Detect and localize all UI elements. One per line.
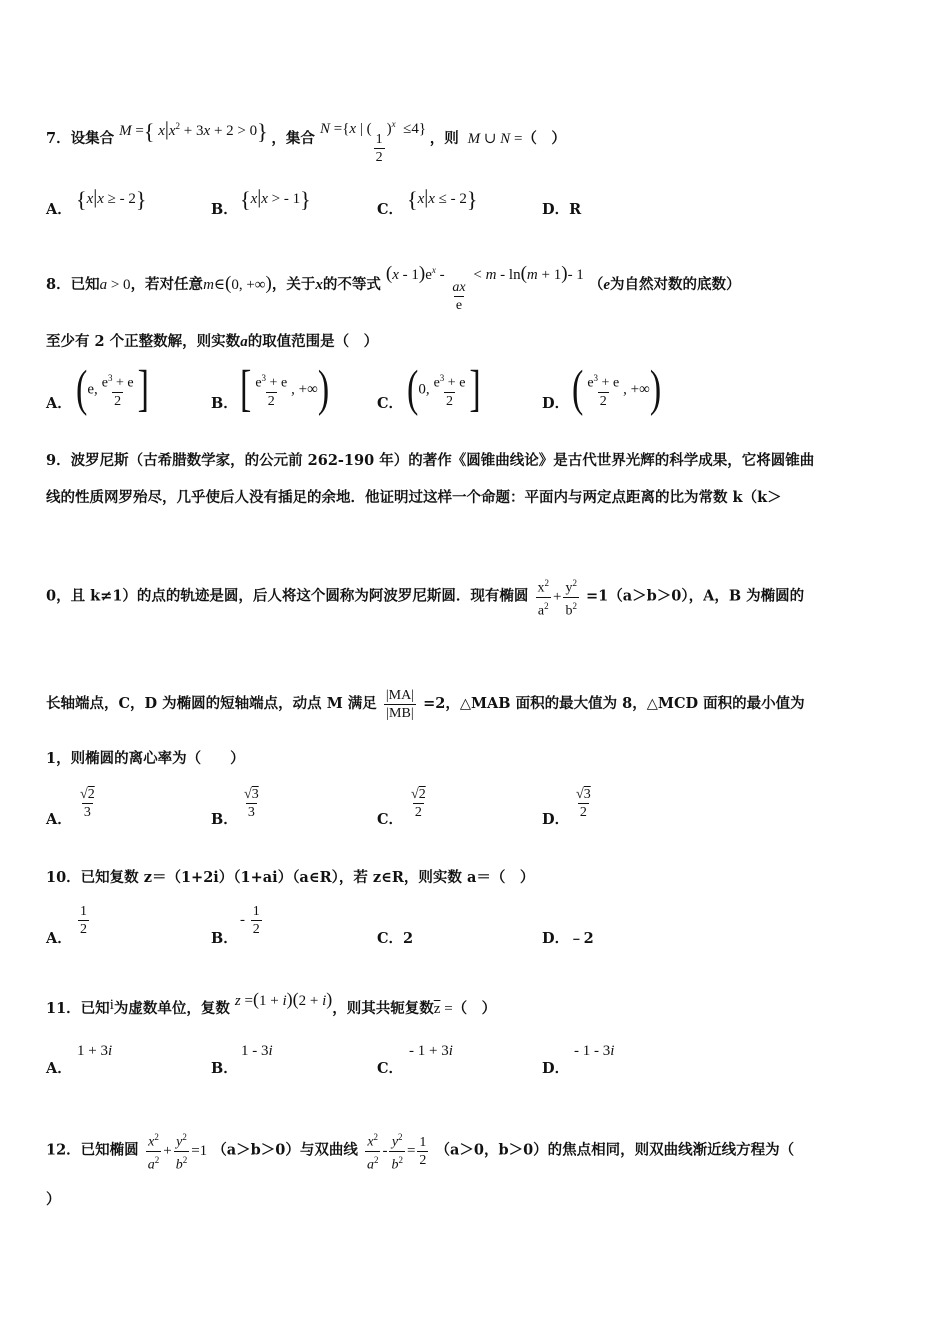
- option-key: B．: [211, 1060, 238, 1077]
- q11-option-d[interactable]: [542, 1057, 569, 1078]
- q10-option-d[interactable]: [542, 927, 594, 948]
- q12-hyperbola: $\frac{x^2}{a^2}$ - $\frac{y^2}{b^2}$ = $\frac{1}{2}$: [366, 1132, 427, 1173]
- q9-option-a-expr: $\frac{√2}{3}$: [80, 787, 95, 820]
- q8-option-a[interactable]: [46, 392, 72, 413]
- option-key: B．: [211, 395, 238, 412]
- q11-expr: z =(1 + i)(2 + i): [234, 989, 333, 1009]
- q10-option-c[interactable]: [377, 927, 413, 948]
- q9-line4-post: =2，△MAB 面积的最大值为 8，△MCD 面积的最小值为: [423, 694, 805, 712]
- option-expr: R: [569, 201, 582, 218]
- option-key: D．: [542, 201, 570, 218]
- option-expr: ﹣2: [569, 930, 594, 947]
- q11-option-b-expr: 1 - 3i: [241, 1043, 273, 1059]
- q9-line3-post: =1（a＞b＞0），A，B 为椭圆的: [586, 587, 805, 605]
- q9-ratio: $\frac{|MA|}{|MB|}$: [385, 688, 415, 721]
- q9-ellipse: $\frac{x^2}{a^2}$ + $\frac{y^2}{b^2}$: [537, 578, 577, 619]
- q7-option-c[interactable]: [377, 198, 403, 219]
- q9-option-b-expr: $\frac{√3}{3}$: [244, 787, 259, 820]
- q11-paren: （ ）: [452, 1000, 497, 1017]
- option-key: C．: [377, 930, 404, 947]
- option-key: A．: [46, 395, 72, 412]
- option-key: D．: [542, 1060, 570, 1077]
- q8-option-c[interactable]: [377, 392, 403, 413]
- q10-option-a[interactable]: [46, 927, 72, 948]
- q11-stem: [46, 989, 497, 1019]
- option-key: C．: [377, 201, 404, 218]
- q11-mid2: ，则其共轭复数: [332, 1000, 434, 1017]
- q8-note-pre: （: [588, 276, 604, 293]
- q11-conj: $\overline{z}$ =: [433, 1001, 453, 1017]
- q8-mid3: 的不等式: [322, 276, 381, 293]
- q9-line4-pre: 长轴端点，C，D 为椭圆的短轴端点，动点 M 满足: [46, 694, 377, 712]
- q11-option-d-expr: - 1 - 3i: [574, 1043, 615, 1059]
- q8-line2-post: 的取值范围是（ ）: [247, 333, 379, 350]
- option-key: C．: [377, 395, 404, 412]
- q9-option-d[interactable]: [542, 808, 569, 829]
- q9-option-b[interactable]: [211, 808, 238, 829]
- q7-mid: ，集合: [271, 130, 315, 147]
- q8-mid1: ，若对任意: [130, 276, 204, 293]
- q9-line4: [46, 687, 805, 722]
- option-key: B．: [211, 201, 238, 218]
- q7-label: 7．设集合: [46, 130, 115, 147]
- q9-line1: 9．波罗尼斯（古希腊数学家，的公元前 262-190 年）的著作《圆锥曲线论》是古代世界光辉的科学成果，它将圆锥曲: [46, 452, 815, 469]
- q8-option-b[interactable]: [211, 392, 238, 413]
- q12-ellipse: $\frac{x^2}{a^2}$ + $\frac{y^2}{b^2}$ =1: [147, 1132, 208, 1173]
- q8-note-post: 为自然对数的底数）: [610, 276, 741, 293]
- option-expr: 2: [403, 930, 414, 947]
- q8-option-d[interactable]: [542, 392, 569, 413]
- option-key: A．: [46, 811, 72, 828]
- q11-option-c[interactable]: [377, 1057, 403, 1078]
- q11-label: 11．已知: [46, 1000, 110, 1017]
- q10-stem: 10．已知复数 z＝（1+2i）（1+ai）（a∈R），若 z∈R，则实数 a＝（ ）: [46, 869, 535, 886]
- q7-paren: （ ）: [522, 130, 566, 147]
- q8-stem-line2: [46, 332, 378, 352]
- q9-option-c-expr: $\frac{√2}{2}$: [411, 787, 426, 820]
- option-key: B．: [211, 930, 238, 947]
- q8-stem: [46, 263, 741, 324]
- q7-tail: ，则: [429, 130, 459, 147]
- q7-set-m: M ={ $x|x^2 + 3x + 2 > 0$}: [119, 118, 268, 144]
- q10-option-a-expr: $\frac{1}{2}$: [80, 904, 87, 937]
- q7-option-b-expr: {x|x > - 1}: [240, 186, 311, 212]
- q8-label: 8．已知: [46, 276, 100, 293]
- q8-note-e: e: [603, 277, 611, 293]
- q8-cond: a > 0: [99, 277, 131, 293]
- option-key: D．: [542, 395, 570, 412]
- q11-option-b[interactable]: [211, 1057, 238, 1078]
- option-key: D．: [542, 811, 570, 828]
- q11-option-a[interactable]: [46, 1057, 72, 1078]
- option-key: C．: [377, 1060, 404, 1077]
- q11-option-c-expr: - 1 + 3i: [409, 1043, 453, 1059]
- q7-stem: [46, 118, 566, 176]
- q8-option-b-expr: [ $\frac{e^3 + e}{2}$ , +∞): [240, 361, 330, 417]
- q7-option-a-expr: {x|x ≥ - 2}: [76, 186, 147, 212]
- q8-option-a-expr: (e, $\frac{e^3 + e}{2}$ ]: [76, 361, 149, 417]
- q12-label: 12．已知椭圆: [46, 1141, 139, 1159]
- option-key: A．: [46, 201, 72, 218]
- q8-option-c-expr: (0, $\frac{e^3 + e}{2}$ ]: [407, 361, 481, 417]
- q7-option-a[interactable]: [46, 198, 72, 219]
- q9-option-d-expr: $\frac{√3}{2}$: [576, 787, 591, 820]
- q7-option-d[interactable]: [542, 198, 581, 219]
- option-key: A．: [46, 1060, 72, 1077]
- q9-option-a[interactable]: [46, 808, 72, 829]
- q9-line3: [46, 575, 804, 619]
- q12-cond1: （a＞b＞0）与双曲线: [212, 1141, 358, 1159]
- q8-var: x: [315, 277, 323, 293]
- option-key: A．: [46, 930, 72, 947]
- option-key: B．: [211, 811, 238, 828]
- q12-cond2: （a＞0，b＞0）的焦点相同，则双曲线渐近线方程为（: [435, 1141, 795, 1159]
- q8-line2-pre: 至少有 2 个正整数解，则实数: [46, 333, 241, 350]
- q9-line3-pre: 0，且 k≠1）的点的轨迹是圆，后人将这个圆称为阿波罗尼斯圆．现有椭圆: [46, 587, 529, 605]
- q11-option-a-expr: 1 + 3i: [77, 1043, 113, 1059]
- q8-mid2: ，关于: [271, 276, 316, 293]
- q9-line5: 1，则椭圆的离心率为（ ）: [46, 750, 245, 767]
- option-key: C．: [377, 811, 404, 828]
- q8-ineq: $(x - 1)e^x$ - $\frac{ax}{e}$ < m - ln(m + 1)- 1: [385, 263, 584, 313]
- q8-option-d-expr: ( $\frac{e^3 + e}{2}$ , +∞): [572, 361, 662, 417]
- q7-option-c-expr: {x|x ≤ - 2}: [407, 186, 478, 212]
- q9-option-c[interactable]: [377, 808, 403, 829]
- q12-line2: ）: [46, 1191, 61, 1208]
- q10-option-b[interactable]: [211, 927, 238, 948]
- q7-set-n: N ={x | ( $\frac{1}{2}$ )$^x$ ≤4}: [319, 119, 430, 165]
- q7-option-b[interactable]: [211, 198, 238, 219]
- q11-unit: i: [109, 997, 114, 1013]
- q10-option-b-expr: - $\frac{1}{2}$: [240, 904, 260, 937]
- q9-line2: 线的性质网罗殆尽，几乎使后人没有插足的余地．他证明过这样一个命题：平面内与两定点距离的比为常数 k（k＞: [46, 489, 782, 506]
- option-key: D．: [542, 930, 570, 947]
- q7-union: M ∪ N =: [467, 131, 523, 147]
- q8-line2-var: a: [240, 334, 248, 350]
- q12-stem: [46, 1129, 794, 1173]
- q11-mid1: 为虚数单位，复数: [113, 1000, 230, 1017]
- q8-domain: m∈(0, +∞): [203, 273, 272, 294]
